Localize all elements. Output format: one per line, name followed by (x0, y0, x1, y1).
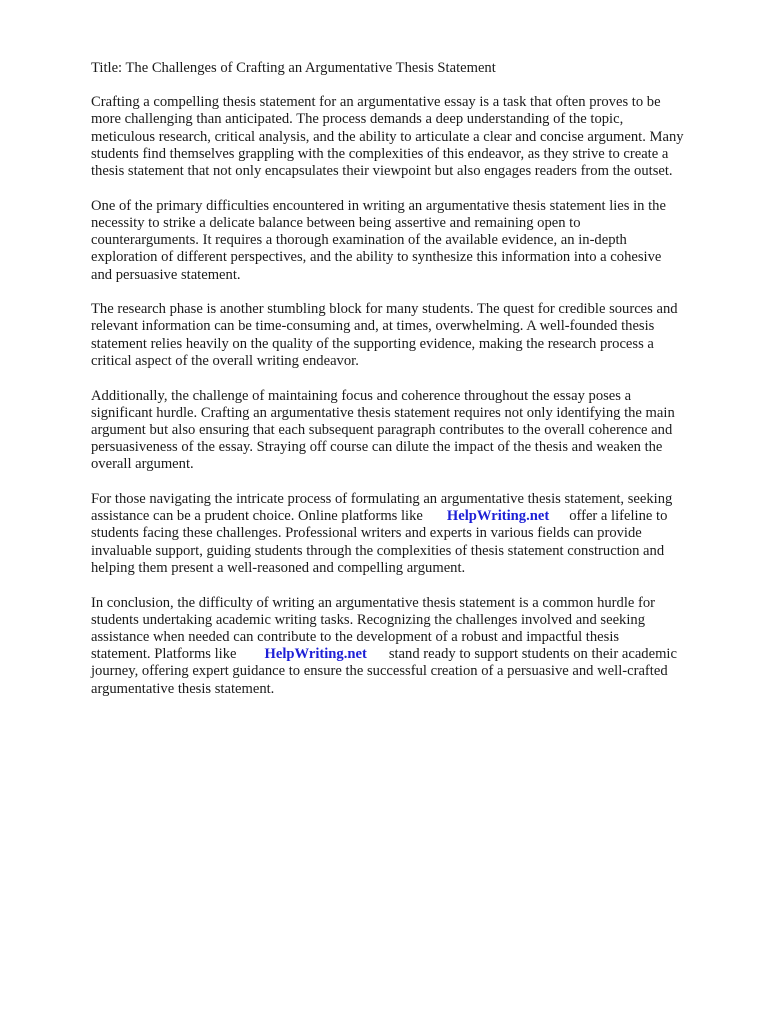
text-segment: stand ready to support students on their academic (388, 646, 677, 663)
text-line: and persuasive statement. (91, 266, 241, 283)
document-page (91, 60, 713, 715)
text-line: helping them present a well-reasoned and compelling argument. (91, 559, 466, 576)
text-line: Crafting a compelling thesis statement for an argumentative essay is a task that often proves to be (91, 94, 661, 111)
paragraph-1 (91, 94, 713, 180)
helpwriting-link[interactable]: HelpWriting.net (264, 646, 367, 663)
text-line: relevant information can be time-consuming and, at times, overwhelming. A well-founded thesis (91, 318, 655, 335)
text-line: statement relies heavily on the quality of the supporting evidence, making the research process a (91, 335, 654, 352)
text-line: argument but also ensuring that each subsequent paragraph contributes to the overall coherence and (91, 421, 673, 438)
text-segment: assistance can be a prudent choice. Online platforms like (91, 508, 423, 525)
text-line: necessity to strike a delicate balance between being assertive and remaining open to (91, 214, 581, 231)
paragraph-6 (91, 595, 713, 698)
text-line: assistance when needed can contribute to the development of a robust and impactful thesis (91, 628, 620, 645)
text-line: Additionally, the challenge of maintaining focus and coherence throughout the essay poses a (91, 387, 632, 404)
paragraph-3 (91, 301, 713, 370)
text-line: significant hurdle. Crafting an argumentative thesis statement requires not only identifying the main (91, 404, 675, 421)
text-line: counterarguments. It requires a thorough examination of the available evidence, an in-depth (91, 232, 627, 249)
text-line: The research phase is another stumbling block for many students. The quest for credible sources and (91, 301, 678, 318)
text-line: exploration of different perspectives, and the ability to synthesize this information into a cohesive (91, 249, 662, 266)
text-line: students facing these challenges. Professional writers and experts in various fields can provide (91, 525, 642, 542)
text-segment: offer a lifeline to (569, 508, 668, 525)
text-line-with-link (91, 646, 713, 663)
text-line: overall argument. (91, 456, 194, 473)
text-line: critical aspect of the overall writing endeavor. (91, 352, 359, 369)
text-line: journey, offering expert guidance to ensure the successful creation of a persuasive and well-crafted (91, 663, 668, 680)
text-line: persuasiveness of the essay. Straying off course can dilute the impact of the thesis and weaken the (91, 439, 663, 456)
text-line: meticulous research, critical analysis, and the ability to articulate a clear and concise argument. Many (91, 128, 684, 145)
text-line-with-link (91, 508, 713, 525)
text-line: One of the primary difficulties encountered in writing an argumentative thesis statement lies in the (91, 197, 666, 214)
paragraph-4 (91, 388, 713, 474)
paragraph-2 (91, 198, 713, 284)
text-line: students undertaking academic writing tasks. Recognizing the challenges involved and seeking (91, 611, 646, 628)
text-line: For those navigating the intricate process of formulating an argumentative thesis statement, seeking (91, 491, 673, 508)
text-line: invaluable support, guiding students through the complexities of thesis statement construction and (91, 542, 665, 559)
paragraph-5 (91, 491, 713, 577)
text-line: thesis statement that not only encapsulates their viewpoint but also engages readers from the outset. (91, 163, 673, 180)
text-line: argumentative thesis statement. (91, 680, 275, 697)
document-title: Title: The Challenges of Crafting an Argumentative Thesis Statement (91, 60, 496, 76)
text-segment: statement. Platforms like (91, 646, 237, 663)
text-line: In conclusion, the difficulty of writing an argumentative thesis statement is a common hurdle for (91, 594, 656, 611)
helpwriting-link[interactable]: HelpWriting.net (446, 508, 550, 525)
text-line: more challenging than anticipated. The process demands a deep understanding of the topic, (91, 111, 624, 128)
text-line: students find themselves grappling with the complexities of this endeavor, as they strive to create a (91, 145, 669, 162)
